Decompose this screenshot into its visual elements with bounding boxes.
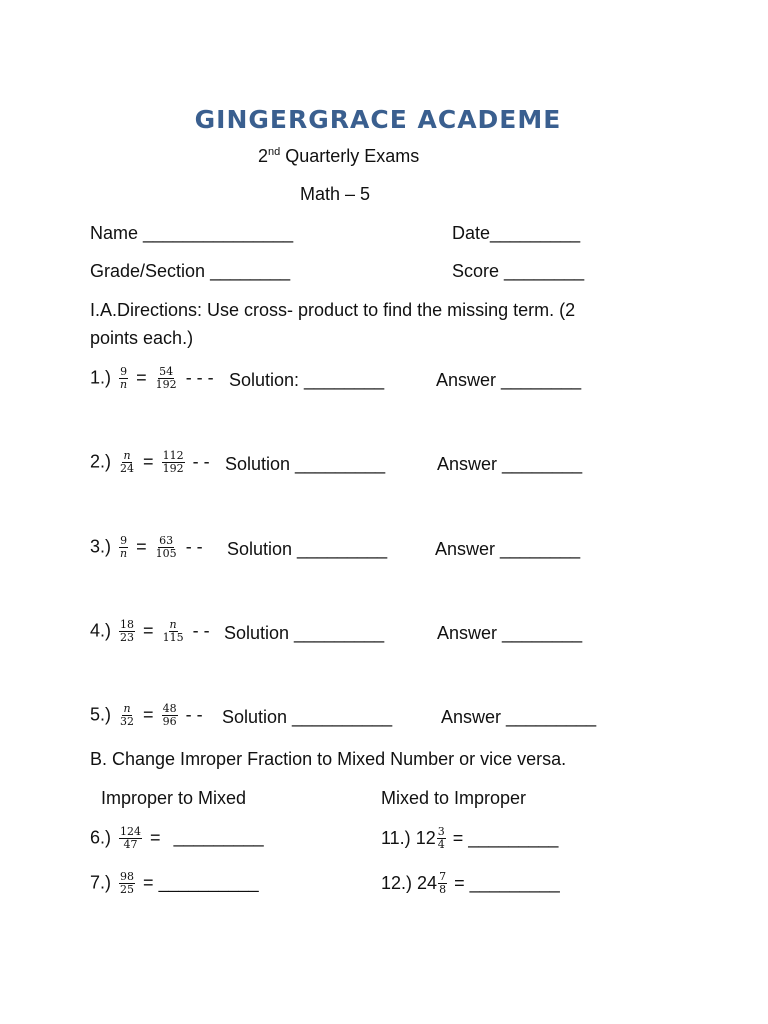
column-heading-improper-to-mixed: Improper to Mixed: [101, 788, 247, 808]
solution-blank-1: Solution: ________: [229, 370, 385, 390]
fraction-numerator: 7: [439, 870, 447, 883]
fraction: [438, 871, 447, 896]
equals-sign: =: [136, 536, 147, 557]
fraction-denominator: 105: [155, 547, 177, 560]
solution-blank-3: Solution _________: [227, 539, 388, 559]
equals-sign: =: [143, 872, 154, 893]
fraction-left: [119, 535, 128, 560]
fraction-numerator: 3: [437, 825, 445, 838]
fraction-denominator: 4: [437, 838, 445, 851]
fraction: [119, 826, 142, 851]
question-2: [90, 450, 210, 475]
answer-blank-5: Answer _________: [441, 707, 597, 727]
fraction-right: [162, 619, 185, 644]
question-number: 6.): [90, 827, 112, 848]
equals-sign: =: [452, 828, 464, 848]
fraction-numerator: 9: [120, 365, 128, 378]
question-number: 2.): [90, 451, 112, 472]
score-field: Score ________: [452, 261, 585, 281]
dashes: - -: [192, 451, 210, 472]
question-12: [381, 871, 560, 896]
variable-n: n: [169, 618, 177, 631]
answer-blank: _________: [173, 827, 264, 848]
mixed-whole: 12: [415, 828, 436, 848]
name-field: Name _______________: [90, 223, 294, 243]
solution-blank-2: Solution _________: [225, 454, 386, 474]
fraction-numerator: 54: [159, 365, 174, 378]
date-field: Date_________: [452, 223, 581, 243]
question-3: [90, 535, 203, 560]
fraction-denominator: [119, 379, 128, 391]
fraction-left: [119, 619, 135, 644]
question-11: [381, 826, 558, 851]
subject-title: Math – 5: [300, 184, 371, 204]
fraction-numerator: 9: [120, 534, 128, 547]
question-number: 11.): [381, 828, 411, 848]
exam-title: [258, 146, 419, 167]
variable-n: n: [123, 702, 131, 715]
question-1: [90, 366, 214, 391]
fraction-right: [162, 703, 178, 728]
column-heading-mixed-to-improper: Mixed to Improper: [381, 788, 527, 808]
question-number: 7.): [90, 872, 112, 893]
equals-sign: =: [136, 367, 147, 388]
mixed-number: [416, 826, 448, 851]
answer-blank: _________: [469, 873, 560, 893]
fraction-denominator: 8: [439, 883, 447, 896]
fraction-denominator: 23: [120, 631, 135, 644]
fraction-numerator: 124: [120, 825, 142, 838]
answer-blank: _________: [468, 828, 559, 848]
mixed-number: [417, 871, 449, 896]
school-title: GINGERGRACE ACADEME: [194, 105, 562, 134]
answer-blank: __________: [158, 872, 259, 893]
question-6: [90, 826, 264, 851]
fraction-denominator: 192: [155, 378, 177, 391]
question-number: 1.): [90, 367, 112, 388]
solution-blank-5: Solution __________: [222, 707, 393, 727]
fraction-denominator: 47: [123, 838, 138, 851]
question-7: [90, 871, 259, 896]
answer-blank-2: Answer ________: [437, 454, 583, 474]
dashes: - - -: [185, 367, 214, 388]
variable-n: n: [123, 449, 131, 462]
question-number: 4.): [90, 620, 112, 641]
fraction: [437, 826, 446, 851]
exam-title-text: Quarterly Exams: [280, 146, 420, 166]
mixed-whole: 24: [417, 873, 438, 893]
fraction-numerator: 48: [162, 702, 177, 715]
answer-blank-1: Answer ________: [436, 370, 582, 390]
dashes: - -: [185, 704, 203, 725]
part-a-directions-line2: points each.): [90, 328, 194, 348]
solution-blank-4: Solution _________: [224, 623, 385, 643]
variable-n: n: [120, 547, 128, 560]
fraction-numerator: 63: [159, 534, 174, 547]
fraction-right: [162, 450, 185, 475]
fraction-left: [119, 703, 135, 728]
fraction-denominator: 25: [120, 883, 135, 896]
fraction-right: [155, 535, 178, 560]
question-number: 12.): [381, 873, 413, 893]
fraction-denominator: 96: [162, 715, 177, 728]
fraction-left: [119, 366, 128, 391]
question-number: 3.): [90, 536, 112, 557]
part-a-directions-line1: I.A.Directions: Use cross- product to find the missing term. (2: [90, 300, 576, 320]
question-5: [90, 703, 203, 728]
fraction-left: [119, 450, 135, 475]
variable-n: n: [120, 378, 128, 391]
fraction-denominator: 32: [120, 715, 135, 728]
fraction-right: [155, 366, 178, 391]
fraction-numerator: 112: [162, 449, 184, 462]
fraction: [119, 871, 135, 896]
question-4: [90, 619, 210, 644]
part-b-directions: B. Change Imroper Fraction to Mixed Number or vice versa.: [90, 749, 567, 769]
equals-sign: =: [143, 451, 154, 472]
question-number: 5.): [90, 704, 112, 725]
fraction-numerator: 18: [120, 618, 135, 631]
equals-sign: =: [143, 704, 154, 725]
fraction-denominator: [119, 548, 128, 560]
exam-title-number: 2: [258, 146, 269, 166]
grade-section-field: Grade/Section ________: [90, 261, 291, 281]
fraction-denominator: 192: [162, 462, 184, 475]
equals-sign: =: [454, 873, 465, 893]
fraction-denominator: 115: [162, 631, 184, 644]
answer-blank-4: Answer ________: [437, 623, 583, 643]
exam-title-superscript: nd: [268, 146, 281, 158]
dashes: - -: [185, 536, 203, 557]
answer-blank-3: Answer ________: [435, 539, 581, 559]
equals-sign: =: [150, 827, 161, 848]
equals-sign: =: [143, 620, 154, 641]
dashes: - -: [192, 620, 210, 641]
fraction-numerator: 98: [120, 870, 135, 883]
fraction-denominator: 24: [120, 462, 135, 475]
